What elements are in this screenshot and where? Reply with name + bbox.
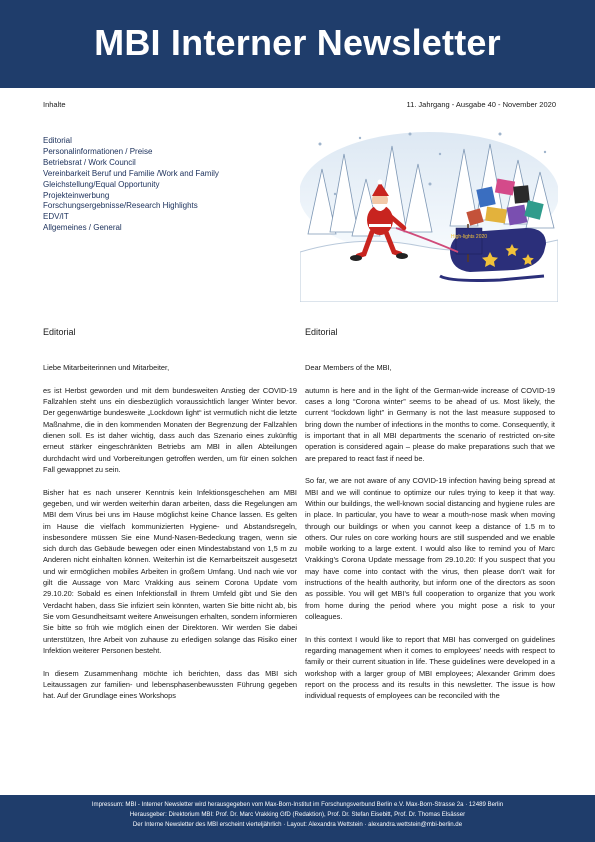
editorial-heading-en: Editorial [305,327,338,337]
contents-label: Inhalte [43,100,66,109]
toc-item-it[interactable]: EDV/IT [43,212,69,222]
paragraph: autumn is here and in the light of the German-wide increase of COVID-19 cases a long “Corona winter” seems to be ahead of us. Most likely, the current “lockdown light” in Germany is not the last measure supposed to bring down the number of infections in the months to come. Consequently, it is important that in all MBI departments the scenario of restricted on-site operation is considered again – please do make preparations such that we are prepared to react fast if need be. [305,385,555,463]
toc-item-research-highlights[interactable]: Forschungsergebnisse/Research Highlights [43,201,198,211]
toc-item-project-acquisition[interactable]: Projekteinwerbung [43,190,110,200]
editorial-heading-de: Editorial [43,327,76,337]
paragraph: In this context I would like to report that MBI has converged on guidelines regarding management when it comes to employees’ needs with respect to family or their current situation in life. These guidelines were developed in a workshop with a larger group of MBI employees; Alexander Grimm does report on the process and its results in this newsletter. The issue is how individual requests of employees can be reconciled with the [305,634,555,701]
layout-credit-line: Der Interne Newsletter des MBI erscheint vierteljährlich · Layout: Alexandra Wettstein · alexandra.wettstein@mbi-berlin.de [132,821,463,828]
editors-line: Herausgeber: Direktorium MBI: Prof. Dr. Marc Vrakking GfD (Redaktion), Prof. Dr. Stefan Eisebitt, Prof. Dr. Thomas Elsässer [129,811,466,818]
paragraph: Liebe Mitarbeiterinnen und Mitarbeiter, [43,363,170,372]
table-of-contents [43,136,219,234]
santa-sleigh-illustration [300,124,558,302]
masthead [0,0,595,88]
paragraph: So far, we are not aware of any COVID-19 infection having being spread at MBI and we will continue to optimize our rules trying to keep it that way. Within our buildings, the well-known social distancing and hygiene rules are in place. In particular, you have to wear a mouth-nose mask when moving through our buildings or when you cannot keep a distance of 1.5 m to others. Our rules on core working hours are still suspended and we enable mobile working to a large extent. I would also like to remind you of Marc Vrakking’s Corona Update message from 29.10.20: If you suspect that you may have come into contact with the virus, then please don’t wait for instructions of the health authority, but inform one of the directors as soon as possible. You will get MBI’s full cooperation to organize that you work from home during the period where you might pose a risk to your colleagues. [305,476,555,621]
toc-item-work-family[interactable]: Vereinbarkeit Beruf und Familie /Work and Family [43,168,219,178]
editorial-text-de [43,362,297,713]
newsletter-title: MBI Interner Newsletter [94,22,501,63]
toc-item-works-council[interactable]: Betriebsrat / Work Council [43,157,136,167]
editorial-text-en [305,362,555,713]
toc-item-editorial[interactable]: Editorial [43,136,72,145]
toc-item-general[interactable]: Allgemeines / General [43,223,122,233]
imprint-footer [0,795,595,842]
paragraph: Bisher hat es nach unserer Kenntnis kein Infektionsgeschehen am MBI gegeben, und wir werden weiterhin daran arbeiten, dass die Regelungen am MBI dem Virus bei uns im Hause möglichst keine Chance lassen. Es gelten im Hause die vielfach kommunizierten Hygiene- und Abstandsregeln, insbesondere müssen Sie eine Mund-Nasen-Bedeckung tragen, wenn sie sich durch das Gebäude bewegen oder einen Mindestabstand von 1,5 m zu Anderen nicht einhalten können. Weiterhin ist die Kernarbeitszeit ausgesetzt und wir ermöglichen mobiles Arbeiten in großem Umfang. Und nach wie vor gilt die Aussage von Marc Vrakking aus seinem Corona Update vom 29.10.20: Sobald es einen Infektionsfall in Ihrem Umfeld gibt und Sie den Verdacht haben, dass Sie infiziert sein könnten, warten Sie bitte nicht ab, bis Sie vom Gesundheitsamt weitere Anweisungen erhalten, sondern informieren Sie bitte so früh wie möglich einen der Direktoren. Wir werden Sie dabei unterstützen, Ihre Arbeit von zuhause zu erledigen solange das Risiko einer Infektion weiterer Personen besteht. [43,487,297,655]
issue-info: 11. Jahrgang - Ausgabe 40 - November 2020 [406,100,556,109]
toc-item-personnel[interactable]: Personalinformationen / Preise [43,146,153,156]
imprint-line: Impressum: MBI - Interner Newsletter wird herausgegeben vom Max-Born-Institut im Forschungsverbund Berlin e.V. Max-Born-Strasse 2a · 12489 Berlin [91,801,504,808]
paragraph: es ist Herbst geworden und mit dem bundesweiten Anstieg der COVID-19 Fallzahlen steht uns ein diesbezüglich voraussichtlich langer Winter bevor. Der gegenwärtige bundesweite „Lockdown light“ ist vermutlich nicht die letzte Maßnahme, die in den kommenden Monaten der Begrenzung der Fallzahlen dienen soll. Es ist daher wichtig, dass auch das Szenario eines zukünftig erneut stärker eingeschränkten Betriebs am MBI in allen Abteilungen durchdacht wird und Vorbereitungen getroffen werden, um für einen solchen Fall gewappnet zu sein. [43,385,297,474]
toc-item-equal-opportunity[interactable]: Gleichstellung/Equal Opportunity [43,179,160,189]
paragraph: Dear Members of the MBI, [305,363,392,372]
sign-text: High-lights 2020 [450,234,488,240]
paragraph: In diesem Zusammenhang möchte ich berichten, dass das MBI sich Leitaussagen zur familien- und lebensphasenbewussten Führung gegeben hat. Auf der Grundlage eines Workshops [43,668,297,701]
